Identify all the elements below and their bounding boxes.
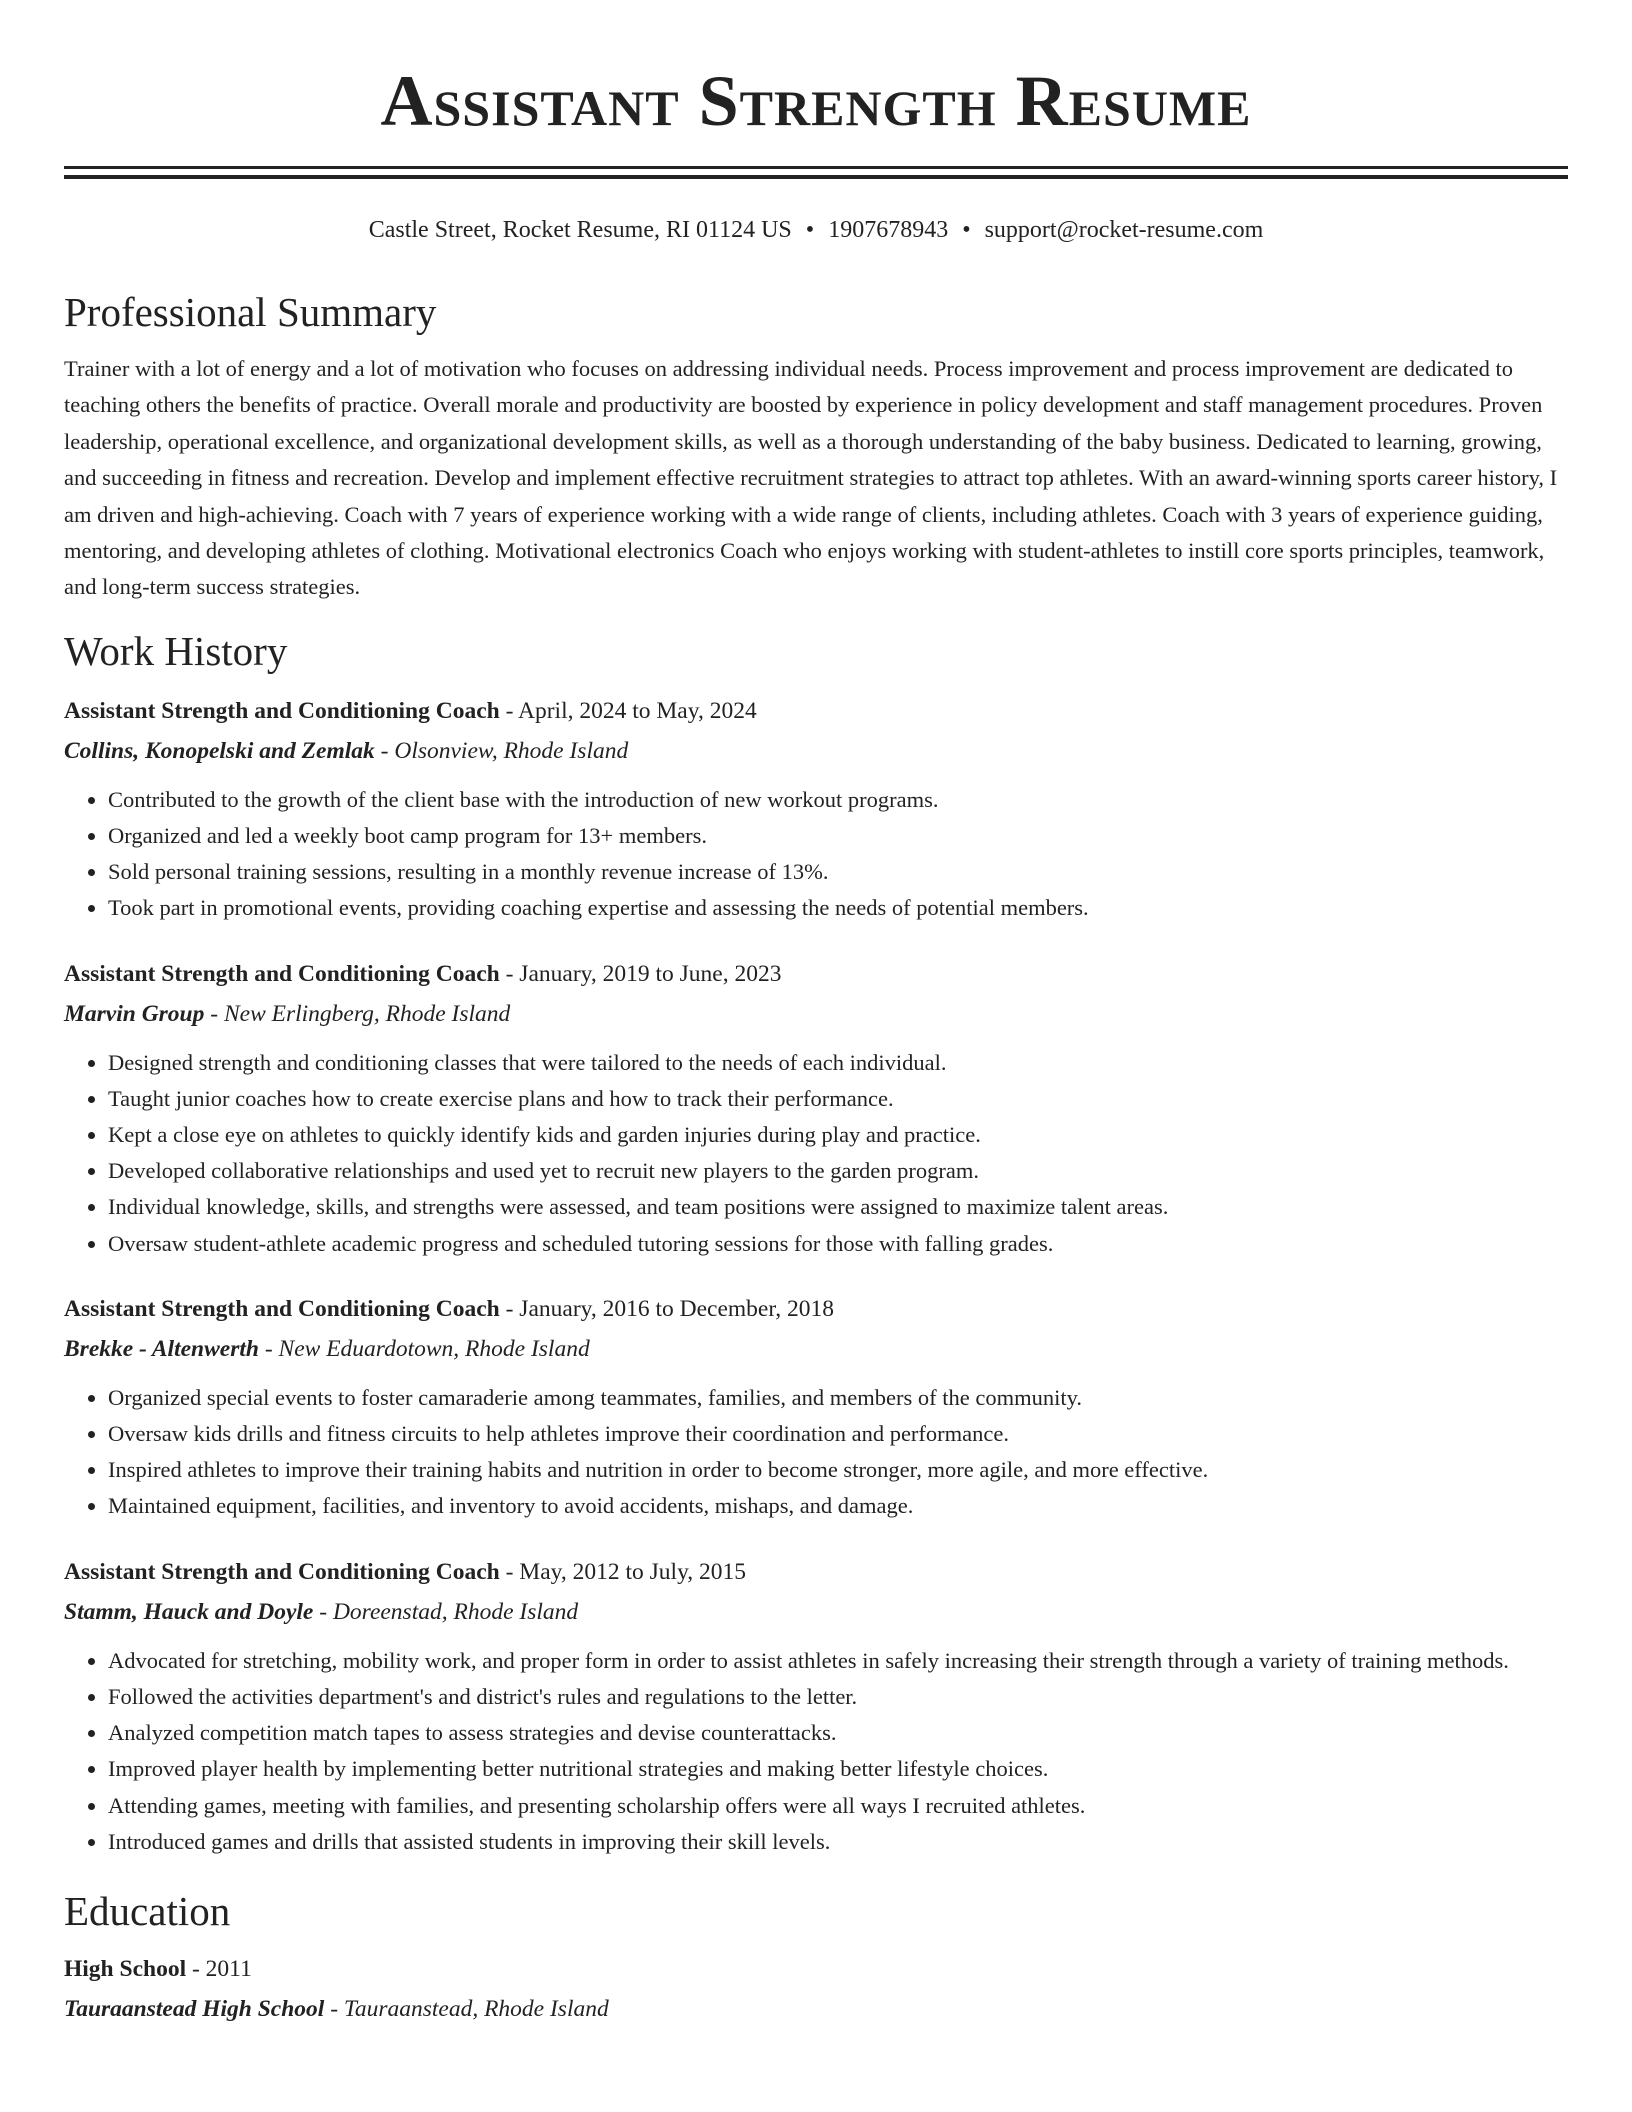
employer-line — [64, 736, 1568, 766]
employer-location: - New Eduardotown, Rhode Island — [258, 1335, 590, 1362]
summary-heading: Professional Summary — [64, 289, 437, 335]
contact-email: support@rocket-resume.com — [984, 217, 1264, 243]
school-location: - Tauraanstead, Rhode Island — [324, 1995, 609, 2022]
contact-phone: 1907678943 — [828, 217, 949, 243]
job-bullet: • Took part in promotional events, providing coaching expertise and assessing the needs of potential members. — [108, 890, 1568, 926]
job-entry — [64, 1294, 1568, 1525]
contact-separator: • — [805, 217, 815, 243]
job-bullet: • Introduced games and drills that assisted students in improving their skill levels. — [108, 1824, 1568, 1860]
job-bullets — [64, 782, 1568, 927]
employer-line — [64, 1597, 1568, 1627]
job-bullet: • Developed collaborative relationships and used yet to recruit new players to the garden program. — [108, 1153, 1568, 1189]
job-title-line — [64, 1557, 1568, 1587]
job-title-line — [64, 1294, 1568, 1324]
job-bullets — [64, 1380, 1568, 1525]
header-rule-top — [64, 166, 1568, 169]
school-name: Tauraanstead High School — [64, 1995, 325, 2022]
job-bullet: • Individual knowledge, skills, and strengths were assessed, and team positions were assigned to maximize talent areas. — [108, 1189, 1568, 1225]
job-bullet: • Sold personal training sessions, resulting in a monthly revenue increase of 13%. — [108, 854, 1568, 890]
job-title: Assistant Strength and Conditioning Coach — [64, 960, 500, 987]
job-bullet: • Oversaw kids drills and fitness circuits to help athletes improve their coordination and performance. — [108, 1416, 1568, 1452]
graduation-year: - 2011 — [186, 1955, 252, 1982]
job-title: Assistant Strength and Conditioning Coach — [64, 1558, 500, 1585]
contact-line — [64, 215, 1568, 245]
employer-name: Brekke - Altenwerth — [64, 1335, 259, 1362]
job-dates: - January, 2019 to June, 2023 — [499, 960, 782, 987]
school-line — [64, 1994, 1568, 2024]
job-title: Assistant Strength and Conditioning Coach — [64, 1295, 500, 1322]
contact-separator: • — [962, 217, 971, 243]
job-title-line — [64, 696, 1568, 726]
job-bullet: • Kept a close eye on athletes to quickly identify kids and garden injuries during play and practice. — [108, 1117, 1568, 1153]
employer-name: Stamm, Hauck and Doyle — [64, 1598, 314, 1625]
employer-line — [64, 999, 1568, 1029]
job-bullet: • Improved player health by implementing better nutritional strategies and making better lifestyle choices. — [108, 1751, 1568, 1787]
degree-line — [64, 1954, 1568, 1984]
job-bullet: • Analyzed competition match tapes to assess strategies and devise counterattacks. — [108, 1715, 1568, 1751]
job-title: Assistant Strength and Conditioning Coach — [64, 697, 500, 724]
job-bullet: • Inspired athletes to improve their training habits and nutrition in order to become stronger, more agile, and more effective. — [108, 1452, 1568, 1488]
job-bullet: • Organized and led a weekly boot camp program for 13+ members. — [108, 818, 1568, 854]
work-history-heading: Work History — [64, 627, 288, 674]
job-bullet: • Oversaw student-athlete academic progress and scheduled tutoring sessions for those with falling grades. — [108, 1226, 1568, 1262]
contact-address: Castle Street, Rocket Resume, RI 01124 US — [368, 217, 792, 243]
job-dates: - January, 2016 to December, 2018 — [499, 1295, 835, 1322]
job-dates: - April, 2024 to May, 2024 — [499, 697, 757, 724]
job-bullet: • Taught junior coaches how to create exercise plans and how to track their performance. — [108, 1081, 1568, 1117]
summary-text: Trainer with a lot of energy and a lot of motivation who focuses on addressing individual needs. Process improvement and process improvement are dedicated to teaching others the benefits of practice. Overall morale and productivity are boosted by experience in policy development and staff management procedures. Proven leadership, operational excellence, and organizational development skills, as well as a thorough understanding of the baby business. Dedicated to learning, growing, and succeeding in fitness and recreation. Develop and implement effective recruitment strategies to attract top athletes. With an award-winning sports career history, I am driven and high-achieving. Coach with 7 years of experience working with a wide range of clients, including athletes. Coach with 3 years of experience guiding, mentoring, and developing athletes of clothing. Motivational electronics Coach who enjoys working with student-athletes to instill core sports principles, teamwork, and long-term success strategies. — [64, 356, 1558, 600]
job-bullets — [64, 1045, 1568, 1262]
job-bullet: • Contributed to the growth of the client base with the introduction of new workout programs. — [108, 782, 1568, 818]
job-entry — [64, 1557, 1568, 1860]
employer-location: - New Erlingberg, Rhode Island — [204, 1000, 511, 1027]
job-entry — [64, 696, 1568, 927]
job-bullet: • Attending games, meeting with families, and presenting scholarship offers were all ways I recruited athletes. — [108, 1788, 1568, 1824]
job-bullet: • Organized special events to foster camaraderie among teammates, families, and members of the community. — [108, 1380, 1568, 1416]
resume-name: Assistant Strength Resume — [380, 61, 1252, 141]
job-entry — [64, 959, 1568, 1262]
employer-location: - Olsonview, Rhode Island — [374, 737, 629, 764]
employer-line — [64, 1334, 1568, 1364]
job-bullet: • Followed the activities department's and district's rules and regulations to the letter. — [108, 1679, 1568, 1715]
degree: High School — [64, 1955, 187, 1982]
resume-page — [64, 0, 1568, 2024]
job-bullets — [64, 1643, 1568, 1860]
education-entry — [64, 1954, 1568, 2024]
job-title-line — [64, 959, 1568, 989]
employer-name: Marvin Group — [64, 1000, 205, 1027]
header-rule-bottom — [64, 175, 1568, 179]
education-heading: Education — [64, 1887, 231, 1934]
employer-location: - Doreenstad, Rhode Island — [313, 1598, 579, 1625]
job-dates: - May, 2012 to July, 2015 — [499, 1558, 747, 1585]
job-bullet: • Designed strength and conditioning classes that were tailored to the needs of each individual. — [108, 1045, 1568, 1081]
job-bullet: • Advocated for stretching, mobility work, and proper form in order to assist athletes in safely increasing their strength through a variety of training methods. — [108, 1643, 1568, 1679]
employer-name: Collins, Konopelski and Zemlak — [64, 737, 375, 764]
job-bullet: • Maintained equipment, facilities, and inventory to avoid accidents, mishaps, and damage. — [108, 1488, 1568, 1524]
